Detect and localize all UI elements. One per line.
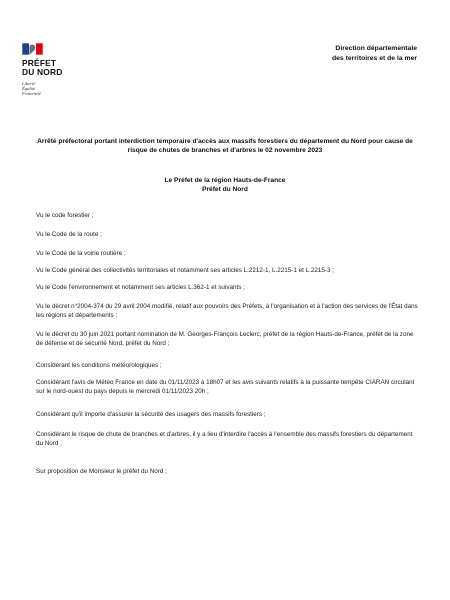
clause-cgct: Vu le Code général des collectivités territoriales et notamment ses articles L.2212-1, L.2215-1 et L.2215-3 ; (36, 267, 334, 274)
clause-meteo-conditions: Considérant les conditions météorologiques ; (36, 362, 162, 369)
clause-risque-chute: Considérant le risque de chute de branches et d'arbres, il y a lieu d'interdire l'accès à l'ensemble des massifs forestiers du département du Nord ; (36, 431, 413, 448)
clause-avis-meteo-france: Considérant l'avis de Météo France en date du 01/11/2023 à 18h07 et les avis suivants relatifs à la puissante tempête CIARAN circulant sur le nord-ouest du pays depuis le mercredi 01/11/2023 20h ; (36, 379, 415, 396)
logo-motto: Liberté Égalité Fraternité (22, 81, 41, 97)
document-title: Arrêté préfectoral portant interdiction temporaire d'accès aux massifs forestiers du département du Nord pour cause de risque de chutes de branches et d'arbres le 02 novembre 2023 (37, 138, 413, 155)
clause-decret-2004: Vu le décret n°2004-374 du 29 avril 2004 modifié, relatif aux pouvoirs des Préfets, à l'organisation et à l'action des services de l'État dans les régions et départements ; (36, 303, 418, 320)
issuing-authority: Le Préfet de la région Hauts-de-France Préfet du Nord (164, 177, 286, 194)
clause-proposition: Sur proposition de Monsieur le préfet du Nord ; (36, 468, 167, 475)
clause-decret-2021: Vu le décret du 30 juin 2021 portant nomination de M. Georges-François Leclerc, préfet de la région Hauts-de-France, préfet de la zone de défense et de sécurité Nord, préfet du Nord ; (36, 331, 414, 348)
clause-code-voirie: Vu le Code de la voirie routière ; (36, 250, 126, 257)
clause-securite-usagers: Considérant qu'il importe d'assurer la sécurité des usagers des massifs forestiers ; (36, 411, 266, 418)
clause-code-forestier: Vu le code forestier ; (36, 212, 94, 219)
logo-title: PRÉFET DU NORD (22, 58, 63, 77)
clause-code-route: Vu le Code de la route ; (36, 231, 102, 238)
issuing-direction: Direction départementale des territoires et de la mer (332, 45, 417, 62)
marianne-icon (22, 42, 44, 56)
clause-code-environnement: Vu le Code l'environnement et notamment ses articles L.362-1 et suivants ; (36, 284, 245, 291)
